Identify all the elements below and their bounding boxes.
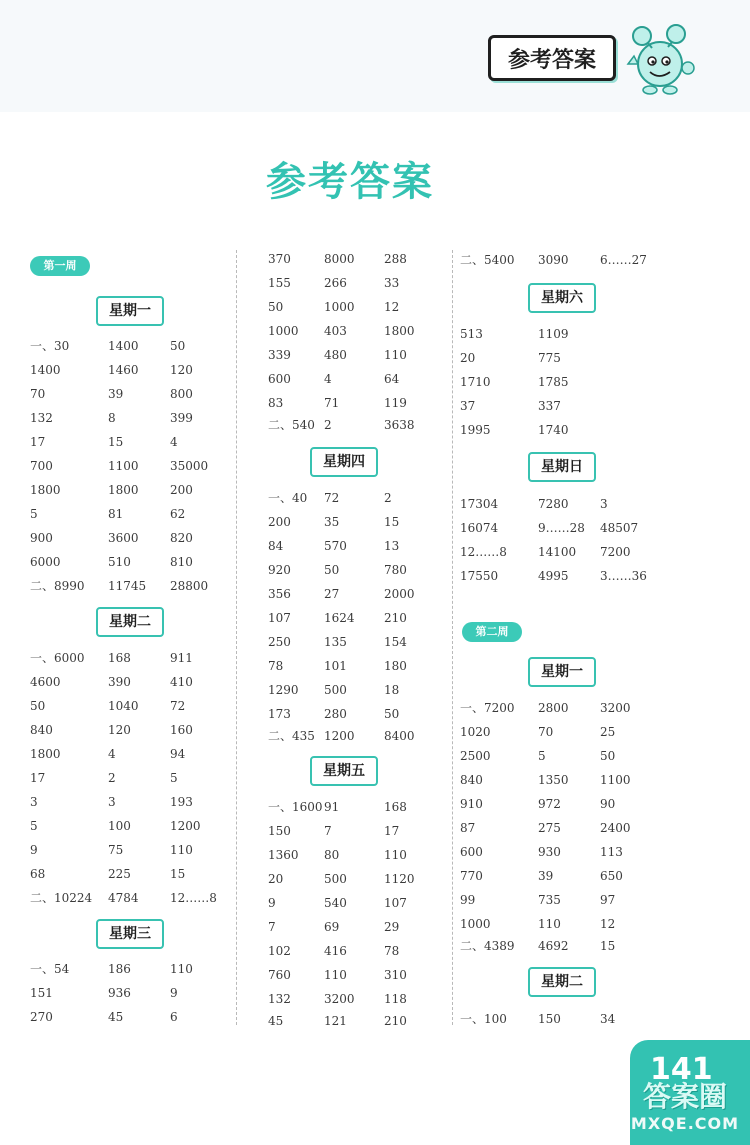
answer-cell: 513: [460, 327, 483, 341]
answer-cell: 780: [384, 563, 407, 577]
answer-cell: 二、435: [268, 729, 315, 743]
answer-cell: 132: [30, 411, 53, 425]
answer-cell: 1800: [30, 747, 61, 761]
answer-cell: 910: [460, 797, 483, 811]
answer-cell: 9: [30, 843, 38, 857]
answer-cell: 3: [30, 795, 38, 809]
answer-cell: 3200: [600, 701, 631, 715]
answer-cell: 280: [324, 707, 347, 721]
watermark-bottom: MXQE.COM: [630, 1114, 740, 1133]
answer-cell: 266: [324, 276, 347, 290]
answer-cell: 775: [538, 351, 561, 365]
page-title: 参考答案: [266, 159, 434, 205]
answer-cell: 310: [384, 968, 407, 982]
answer-cell: 120: [170, 363, 193, 377]
answer-cell: 20: [268, 872, 284, 886]
answer-cell: 735: [538, 893, 561, 907]
answer-cell: 399: [170, 411, 193, 425]
answer-cell: 3: [108, 795, 116, 809]
answer-cell: 87: [460, 821, 476, 835]
answer-cell: 7: [268, 920, 276, 934]
answer-cell: 650: [600, 869, 623, 883]
answer-cell: 37: [460, 399, 476, 413]
column-divider: [236, 250, 237, 1025]
answer-cell: 70: [538, 725, 554, 739]
answer-cell: 110: [170, 962, 193, 976]
answer-cell: 7280: [538, 497, 569, 511]
answer-cell: 840: [30, 723, 53, 737]
answer-cell: 50: [324, 563, 340, 577]
answer-cell: 1800: [30, 483, 61, 497]
answer-cell: 4: [108, 747, 116, 761]
answer-cell: 二、4389: [460, 939, 515, 953]
answer-cell: 1100: [600, 773, 631, 787]
answer-cell: 210: [384, 611, 407, 625]
answer-cell: 50: [384, 707, 400, 721]
answer-cell: 100: [108, 819, 131, 833]
answer-cell: 15: [600, 939, 616, 953]
answer-cell: 29: [384, 920, 400, 934]
answer-cell: 15: [170, 867, 186, 881]
answer-cell: 150: [538, 1012, 561, 1026]
answer-cell: 8000: [324, 252, 355, 266]
answer-cell: 62: [170, 507, 186, 521]
answer-cell: 39: [538, 869, 554, 883]
answer-cell: 二、8990: [30, 579, 85, 593]
answer-cell: 770: [460, 869, 483, 883]
answer-cell: 1109: [538, 327, 569, 341]
answer-cell: 17550: [460, 569, 499, 583]
answer-cell: 500: [324, 872, 347, 886]
answer-cell: 1350: [538, 773, 569, 787]
answer-cell: 94: [170, 747, 186, 761]
answer-cell: 1100: [108, 459, 139, 473]
answer-cell: 70: [30, 387, 46, 401]
answer-cell: 110: [384, 348, 407, 362]
answer-cell: 80: [324, 848, 340, 862]
answer-cell: 107: [384, 896, 407, 910]
answer-cell: 68: [30, 867, 46, 881]
answer-cell: 119: [384, 396, 407, 410]
answer-cell: 2: [108, 771, 116, 785]
answer-cell: 275: [538, 821, 561, 835]
answer-cell: 1400: [30, 363, 61, 377]
answer-cell: 600: [460, 845, 483, 859]
answer-cell: 12……8: [170, 891, 217, 905]
answer-cell: 160: [170, 723, 193, 737]
answer-cell: 1200: [324, 729, 355, 743]
answer-cell: 84: [268, 539, 284, 553]
watermark-top: 答案圈: [642, 1080, 727, 1113]
answer-cell: 2: [324, 418, 332, 432]
watermark: [620, 1080, 750, 1134]
answer-cell: 250: [268, 635, 291, 649]
answer-cell: 173: [268, 707, 291, 721]
answer-cell: 16074: [460, 521, 499, 535]
answer-cell: 18: [384, 683, 400, 697]
answer-cell: 540: [324, 896, 347, 910]
answer-cell: 4600: [30, 675, 61, 689]
answer-cell: 69: [324, 920, 340, 934]
answer-cell: 35: [324, 515, 340, 529]
answer-cell: 33: [384, 276, 400, 290]
answer-cell: 一、54: [30, 962, 70, 976]
answer-cell: 416: [324, 944, 347, 958]
answer-cell: 12……8: [460, 545, 507, 559]
answer-cell: 600: [268, 372, 291, 386]
page-number: 141: [650, 1052, 713, 1087]
answer-cell: 1460: [108, 363, 139, 377]
answer-cell: 4784: [108, 891, 139, 905]
answer-cell: 800: [170, 387, 193, 401]
answer-cell: 64: [384, 372, 400, 386]
answer-cell: 1000: [268, 324, 299, 338]
answer-cell: 700: [30, 459, 53, 473]
answer-cell: 911: [170, 651, 193, 665]
answer-cell: 1995: [460, 423, 491, 437]
answer-cell: 一、6000: [30, 651, 85, 665]
answer-cell: 50: [268, 300, 284, 314]
answer-cell: 99: [460, 893, 476, 907]
answer-cell: 288: [384, 252, 407, 266]
answer-cell: 5: [30, 507, 38, 521]
answer-cell: 110: [538, 917, 561, 931]
answer-cell: 920: [268, 563, 291, 577]
answer-cell: 1360: [268, 848, 299, 862]
answer-cell: 3: [600, 497, 608, 511]
answer-cell: 一、30: [30, 339, 70, 353]
answer-cell: 3200: [324, 992, 355, 1006]
day-heading: 星期二: [96, 607, 164, 637]
answer-cell: 113: [600, 845, 623, 859]
answer-cell: 8: [108, 411, 116, 425]
answer-cell: 4692: [538, 939, 569, 953]
answer-cell: 132: [268, 992, 291, 1006]
answer-cell: 1000: [324, 300, 355, 314]
answer-cell: 35000: [170, 459, 209, 473]
day-heading: 星期三: [96, 919, 164, 949]
answer-cell: 3……36: [600, 569, 647, 583]
answer-cell: 972: [538, 797, 561, 811]
answer-cell: 154: [384, 635, 407, 649]
answer-cell: 9……28: [538, 521, 585, 535]
day-heading: 星期日: [528, 452, 596, 482]
answer-cell: 107: [268, 611, 291, 625]
answer-cell: 930: [538, 845, 561, 859]
answer-cell: 6: [170, 1010, 178, 1024]
answer-cell: 45: [108, 1010, 124, 1024]
answer-cell: 1290: [268, 683, 299, 697]
answer-cell: 15: [384, 515, 400, 529]
answer-cell: 121: [324, 1014, 347, 1028]
answer-cell: 210: [384, 1014, 407, 1028]
answer-cell: 337: [538, 399, 561, 413]
header-label-box: 参考答案: [488, 35, 616, 81]
answer-cell: 15: [108, 435, 124, 449]
answer-cell: 83: [268, 396, 284, 410]
answer-cell: 151: [30, 986, 53, 1000]
answer-cell: 1120: [384, 872, 415, 886]
answer-cell: 1710: [460, 375, 491, 389]
answer-cell: 500: [324, 683, 347, 697]
answer-cell: 200: [170, 483, 193, 497]
answer-cell: 4: [170, 435, 178, 449]
answer-cell: 17: [30, 435, 46, 449]
answer-cell: 150: [268, 824, 291, 838]
answer-cell: 13: [384, 539, 400, 553]
answer-cell: 78: [268, 659, 284, 673]
answer-cell: 1040: [108, 699, 139, 713]
answer-cell: 2000: [384, 587, 415, 601]
mascot-icon: [620, 24, 696, 96]
answer-cell: 97: [600, 893, 616, 907]
answer-cell: 2400: [600, 821, 631, 835]
answer-cell: 17304: [460, 497, 499, 511]
answer-cell: 48507: [600, 521, 639, 535]
answer-cell: 193: [170, 795, 193, 809]
answer-cell: 760: [268, 968, 291, 982]
answer-cell: 39: [108, 387, 124, 401]
answer-cell: 二、5400: [460, 253, 515, 267]
answer-cell: 一、7200: [460, 701, 515, 715]
answer-cell: 3638: [384, 418, 415, 432]
answer-cell: 120: [108, 723, 131, 737]
answer-cell: 3600: [108, 531, 139, 545]
answer-cell: 102: [268, 944, 291, 958]
answer-cell: 50: [30, 699, 46, 713]
answer-cell: 270: [30, 1010, 53, 1024]
day-heading: 星期一: [528, 657, 596, 687]
answer-cell: 200: [268, 515, 291, 529]
answer-cell: 110: [384, 848, 407, 862]
answer-cell: 71: [324, 396, 340, 410]
answer-cell: 72: [170, 699, 186, 713]
answer-cell: 14100: [538, 545, 577, 559]
answer-cell: 510: [108, 555, 131, 569]
answer-cell: 1800: [384, 324, 415, 338]
answer-cell: 45: [268, 1014, 284, 1028]
answer-cell: 6……27: [600, 253, 647, 267]
answer-cell: 20: [460, 351, 476, 365]
answer-cell: 11745: [108, 579, 147, 593]
answer-cell: 7: [324, 824, 332, 838]
answer-cell: 180: [384, 659, 407, 673]
answer-cell: 72: [324, 491, 340, 505]
answer-cell: 28800: [170, 579, 209, 593]
answer-cell: 二、10224: [30, 891, 93, 905]
answer-cell: 5: [170, 771, 178, 785]
answer-cell: 1020: [460, 725, 491, 739]
answer-cell: 118: [384, 992, 407, 1006]
answer-cell: 3090: [538, 253, 569, 267]
answer-cell: 370: [268, 252, 291, 266]
answer-cell: 27: [324, 587, 340, 601]
answer-cell: 403: [324, 324, 347, 338]
week-badge: 第一周: [30, 256, 90, 276]
answer-cell: 1800: [108, 483, 139, 497]
column-divider: [452, 250, 453, 1025]
answer-cell: 168: [384, 800, 407, 814]
answer-cell: 1200: [170, 819, 201, 833]
answer-cell: 356: [268, 587, 291, 601]
answer-cell: 390: [108, 675, 131, 689]
answer-cell: 25: [600, 725, 616, 739]
answer-cell: 4995: [538, 569, 569, 583]
answer-cell: 810: [170, 555, 193, 569]
answer-cell: 1624: [324, 611, 355, 625]
day-heading: 星期五: [310, 756, 378, 786]
answer-cell: 7200: [600, 545, 631, 559]
answer-cell: 936: [108, 986, 131, 1000]
answer-cell: 78: [384, 944, 400, 958]
answer-cell: 50: [600, 749, 616, 763]
answer-cell: 1785: [538, 375, 569, 389]
answer-cell: 339: [268, 348, 291, 362]
answer-cell: 570: [324, 539, 347, 553]
answer-cell: 二、540: [268, 418, 315, 432]
answer-cell: 820: [170, 531, 193, 545]
answer-cell: 2500: [460, 749, 491, 763]
day-heading: 星期一: [96, 296, 164, 326]
answer-cell: 1740: [538, 423, 569, 437]
answer-cell: 9: [268, 896, 276, 910]
answer-cell: 840: [460, 773, 483, 787]
week-badge: 第二周: [462, 622, 522, 642]
answer-cell: 1000: [460, 917, 491, 931]
day-heading: 星期四: [310, 447, 378, 477]
answer-cell: 6000: [30, 555, 61, 569]
answer-cell: 一、40: [268, 491, 308, 505]
answer-cell: 91: [324, 800, 340, 814]
answer-cell: 135: [324, 635, 347, 649]
answer-cell: 5: [30, 819, 38, 833]
answer-cell: 110: [170, 843, 193, 857]
answer-cell: 75: [108, 843, 124, 857]
answer-cell: 81: [108, 507, 124, 521]
day-heading: 星期二: [528, 967, 596, 997]
answer-cell: 186: [108, 962, 131, 976]
answer-cell: 225: [108, 867, 131, 881]
answer-cell: 5: [538, 749, 546, 763]
answer-cell: 2: [384, 491, 392, 505]
answer-cell: 一、1600: [268, 800, 323, 814]
answer-cell: 900: [30, 531, 53, 545]
answer-cell: 12: [600, 917, 616, 931]
answer-cell: 480: [324, 348, 347, 362]
answer-cell: 168: [108, 651, 131, 665]
answer-cell: 90: [600, 797, 616, 811]
answer-cell: 17: [384, 824, 400, 838]
answer-cell: 一、100: [460, 1012, 507, 1026]
answer-cell: 410: [170, 675, 193, 689]
answer-cell: 2800: [538, 701, 569, 715]
answer-cell: 9: [170, 986, 178, 1000]
answer-cell: 155: [268, 276, 291, 290]
answer-cell: 12: [384, 300, 400, 314]
answer-cell: 110: [324, 968, 347, 982]
answer-cell: 34: [600, 1012, 616, 1026]
answer-cell: 101: [324, 659, 347, 673]
answer-cell: 1400: [108, 339, 139, 353]
day-heading: 星期六: [528, 283, 596, 313]
answer-cell: 4: [324, 372, 332, 386]
answer-cell: 8400: [384, 729, 415, 743]
answer-cell: 17: [30, 771, 46, 785]
answer-cell: 50: [170, 339, 186, 353]
